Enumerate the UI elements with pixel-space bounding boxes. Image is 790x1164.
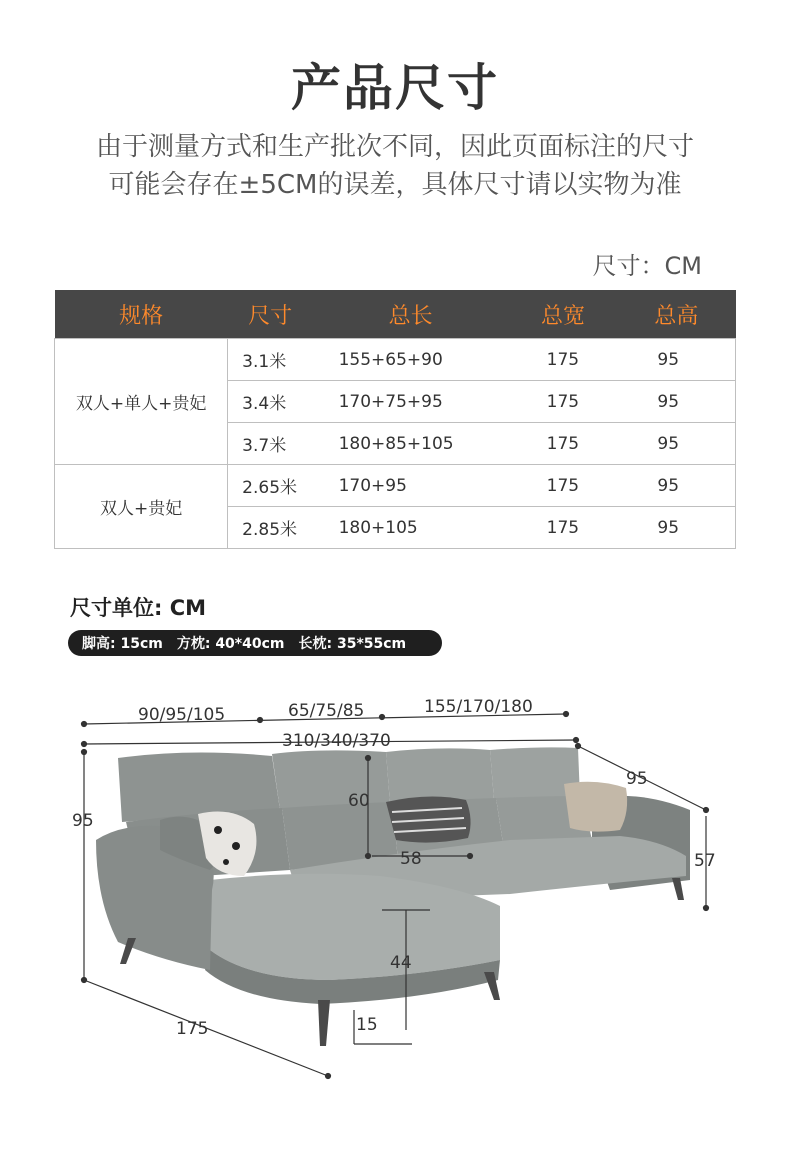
dim-chaise-depth: 175 [176,1019,209,1039]
cell-height: 95 [617,507,735,549]
dim-total: 310/340/370 [282,731,391,751]
table-row [55,465,736,507]
dim-height-left: 95 [72,811,94,831]
dim-leg-height: 15 [356,1015,378,1035]
dim-seg1: 90/95/105 [138,705,226,725]
cell-size: 2.85米 [228,507,313,549]
dim-seg3: 155/170/180 [424,697,533,717]
subtitle-line-1: 由于测量方式和生产批次不同，因此页面标注的尺寸 [95,132,694,162]
col-header-size: 尺寸 [228,290,313,339]
unit-note: 尺寸：CM [592,252,702,280]
unit-label: 尺寸单位: CM [70,596,207,620]
cell-length: 170+95 [313,465,509,507]
cell-height: 95 [617,381,735,423]
col-header-spec: 规格 [55,290,228,339]
cell-height: 95 [617,339,735,381]
dim-seg2: 65/75/85 [288,701,365,721]
cell-length: 180+105 [313,507,509,549]
foot-height-text: 脚高: 15cm [82,636,163,652]
square-pillow-text: 方枕: 40*40cm [176,636,285,652]
group-name: 双人+贵妃 [55,465,228,549]
page-subtitle [0,128,790,204]
cell-size: 3.7米 [228,423,313,465]
table-header-row [55,290,736,339]
dim-arm-height: 57 [694,851,716,871]
subtitle-line-2: 可能会存在±5CM的误差，具体尺寸请以实物为准 [108,170,682,200]
dim-seat-height: 44 [390,953,412,973]
cell-length: 155+65+90 [313,339,509,381]
long-pillow-text: 长枕: 35*55cm [298,636,407,652]
cell-height: 95 [617,423,735,465]
cell-width: 175 [509,507,618,549]
cell-length: 180+85+105 [313,423,509,465]
cell-size: 3.1米 [228,339,313,381]
dim-depth-right: 95 [626,769,648,789]
cell-width: 175 [509,381,618,423]
col-header-length: 总长 [313,290,509,339]
group-name: 双人+单人+贵妃 [55,339,228,465]
cell-width: 175 [509,423,618,465]
size-table [54,290,736,549]
dim-seat-depth: 58 [400,849,422,869]
col-header-height: 总高 [617,290,735,339]
sofa-dimension-diagram [0,680,790,1150]
dim-back-height: 60 [348,791,370,811]
col-header-width: 总宽 [509,290,618,339]
cell-size: 3.4米 [228,381,313,423]
cell-width: 175 [509,465,618,507]
cell-width: 175 [509,339,618,381]
cell-length: 170+75+95 [313,381,509,423]
sofa-illustration [96,747,690,1046]
cell-size: 2.65米 [228,465,313,507]
cell-height: 95 [617,465,735,507]
table-row [55,339,736,381]
spec-pill [68,630,442,656]
page-title: 产品尺寸 [291,59,499,117]
